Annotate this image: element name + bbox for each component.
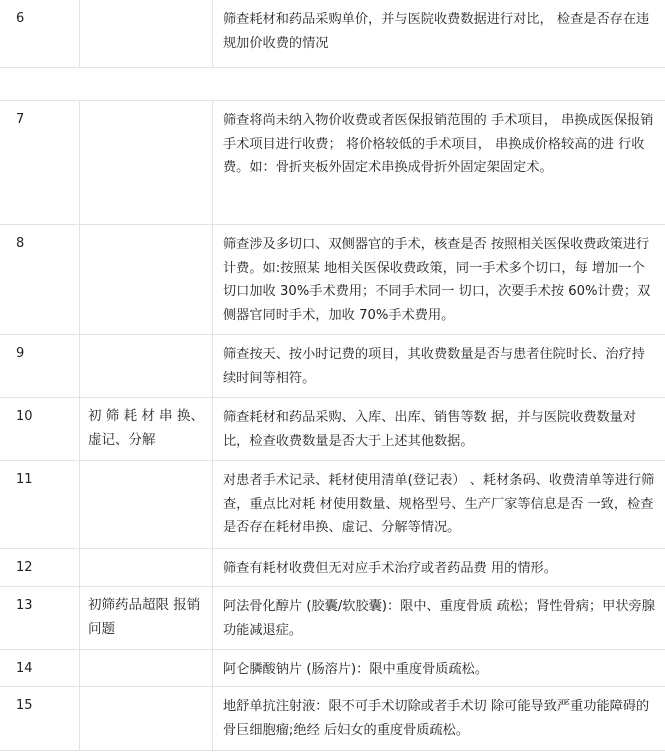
row-number: 8 <box>0 225 80 334</box>
table-top-fragment <box>0 0 665 68</box>
row-category <box>80 687 213 750</box>
row-description: 筛查将尚未纳入物价收费或者医保报销范围的 手术项目， 串换成医保报销手术项目进行收费； 将价格较低的手术项目， 串换成价格较高的进 行收费。如：骨折夹板外固定术串换成骨折外固定架固定术。 <box>223 113 654 175</box>
row-number: 12 <box>0 549 80 586</box>
table-row <box>0 549 665 587</box>
row-category <box>80 0 213 67</box>
row-number: 10 <box>0 398 80 460</box>
row-description: 地舒单抗注射液：限不可手术切除或者手术切 除可能导致严重功能障碍的骨巨细胞瘤;绝经 后妇女的重度骨质疏松。 <box>223 699 650 738</box>
row-number: 15 <box>0 687 80 750</box>
row-description: 筛查涉及多切口、双侧器官的手术，核查是否 按照相关医保收费政策进行计费。如:按照某 地相关医保收费政策，同一手术多个切口，每 增加一个切口加收 30%手术费用；不同手术同一 切口，次要手术按 60%计费；双侧器官同时手术，加收 70%手术费用。 <box>223 237 651 323</box>
table-row <box>0 398 665 461</box>
table-row <box>0 461 665 549</box>
table-row <box>0 687 665 751</box>
row-description: 筛查有耗材收费但无对应手术治疗或者药品费 用的情形。 <box>223 561 557 576</box>
row-category: 初筛药品超限 报销问题 <box>80 587 213 649</box>
table-row <box>0 650 665 687</box>
row-category <box>80 650 213 686</box>
row-description: 筛查耗材和药品采购、入库、出库、销售等数 据，并与医院收费数量对比，检查收费数量是否大于上述其他数据。 <box>223 410 637 449</box>
row-description: 筛查按天、按小时记费的项目，其收费数量是否与患者住院时长、治疗持续时间等相符。 <box>223 347 645 386</box>
table-row <box>0 587 665 650</box>
row-description: 对患者手术记录、耗材使用清单(登记表） 、耗材条码、收费清单等进行筛查，重点比对耗 材使用数量、规格型号、生产厂家等信息是否 一致，检查是否存在耗材串换、虚记、分解等情况。 <box>223 473 655 535</box>
row-category <box>80 225 213 334</box>
row-number: 11 <box>0 461 80 548</box>
table-row <box>0 225 665 335</box>
row-number: 6 <box>0 0 80 67</box>
table-row <box>0 335 665 398</box>
row-category <box>80 549 213 586</box>
row-number: 13 <box>0 587 80 649</box>
row-number: 7 <box>0 101 80 224</box>
row-description: 阿法骨化醇片 (胶囊/软胶囊)：限中、重度骨质 疏松；肾性骨病；甲状旁腺功能减退症。 <box>223 599 655 638</box>
table-main <box>0 100 665 751</box>
row-category <box>80 335 213 397</box>
row-number: 14 <box>0 650 80 686</box>
row-category <box>80 101 213 224</box>
row-description: 阿仑膦酸钠片 (肠溶片)：限中重度骨质疏松。 <box>223 662 489 677</box>
table-row <box>0 101 665 225</box>
row-number: 9 <box>0 335 80 397</box>
row-category: 初 筛 耗 材 串 换、 虚记、分解 <box>80 398 213 460</box>
table-row <box>0 0 665 68</box>
row-category <box>80 461 213 548</box>
row-description: 筛查耗材和药品采购单价，并与医院收费数据进行对比， 检查是否存在违规加价收费的情况 <box>223 12 650 51</box>
